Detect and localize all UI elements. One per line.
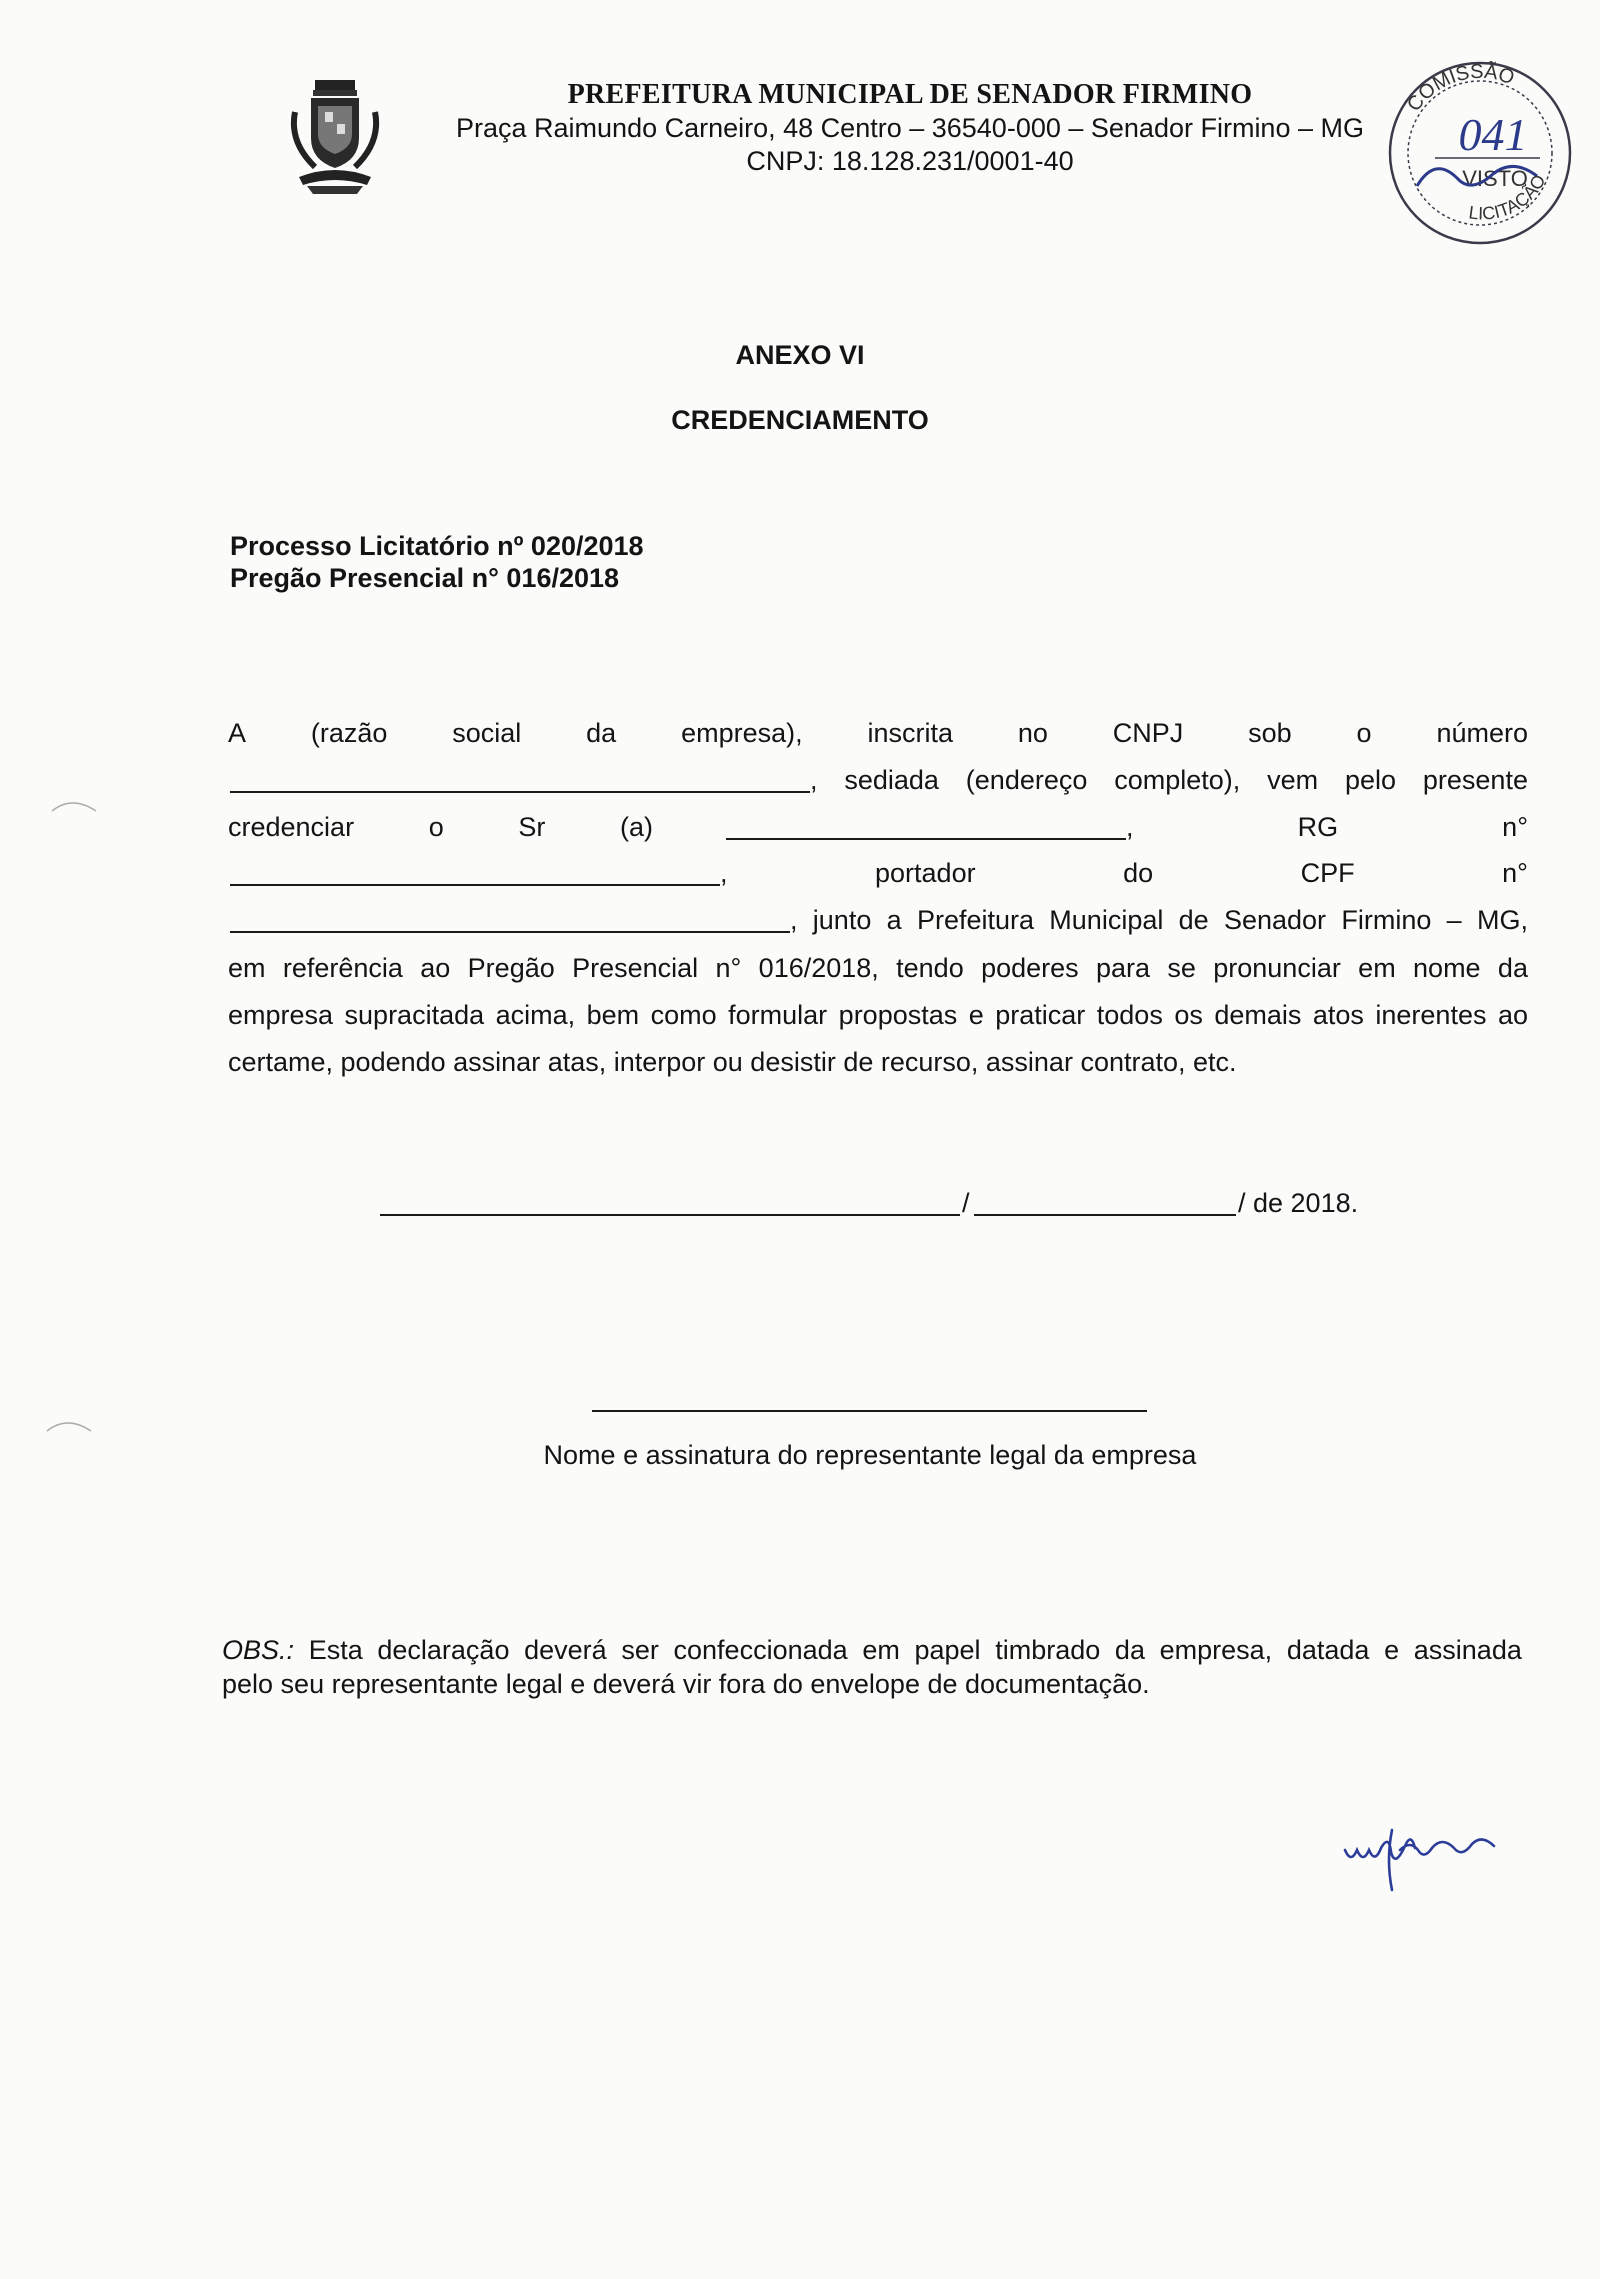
- paragraph-line-4: [228, 858, 1528, 898]
- word: Esta: [308, 1635, 363, 1665]
- word: formular: [728, 1000, 828, 1030]
- line-1-words: [228, 718, 1528, 749]
- word: sediada: [844, 765, 939, 795]
- word: sob: [1248, 718, 1292, 748]
- word: Sr: [518, 812, 546, 842]
- word: deverá: [524, 1635, 607, 1665]
- word: ao: [420, 953, 451, 983]
- stamp-top-text: COMISSÃO: [1402, 60, 1518, 116]
- signature-label: Nome e assinatura do representante legal da empresa: [543, 1440, 1197, 1470]
- word: número: [1436, 718, 1528, 748]
- word: ser: [621, 1635, 659, 1665]
- word: MG,: [1476, 905, 1528, 935]
- word: –: [1446, 905, 1462, 935]
- word: praticar: [995, 1000, 1086, 1030]
- process-number: Processo Licitatório nº 020/2018: [230, 531, 644, 561]
- word: supracitada: [344, 1000, 485, 1030]
- stamp-middle-text: VISTO: [1462, 166, 1528, 191]
- paragraph-line-2: [228, 765, 1528, 805]
- observation-note: [222, 1633, 1522, 1701]
- stamp-bottom-text: LICITAÇÃO: [1467, 171, 1550, 224]
- word: empresa,: [1159, 1635, 1273, 1665]
- institution-cnpj: CNPJ: 18.128.231/0001-40: [746, 146, 1074, 176]
- municipal-crest-icon: [285, 72, 385, 197]
- word: o: [428, 812, 444, 842]
- obs-label: OBS.:: [222, 1635, 295, 1665]
- word: pelo: [1345, 765, 1397, 795]
- institution-address: Praça Raimundo Carneiro, 48 Centro – 36540-000 – Senador Firmino – MG: [456, 113, 1364, 143]
- date-month-blank[interactable]: [974, 1214, 1236, 1216]
- word: papel: [914, 1635, 981, 1665]
- word: A: [228, 718, 247, 748]
- word: confeccionada: [673, 1635, 848, 1665]
- word: em: [862, 1635, 900, 1665]
- date-line: [380, 1188, 1360, 1228]
- line-3-rg: [1126, 812, 1528, 843]
- word: pronunciar: [1213, 953, 1341, 983]
- word: CPF: [1300, 858, 1355, 888]
- word: timbrado: [995, 1635, 1101, 1665]
- word: (a): [619, 812, 653, 842]
- word: inerentes: [1375, 1000, 1487, 1030]
- word: CNPJ: [1112, 718, 1184, 748]
- line-5-text: [790, 905, 1528, 936]
- word: ,: [720, 858, 728, 888]
- word: n°: [1502, 858, 1528, 888]
- word: poderes: [981, 953, 1079, 983]
- word: acima,: [495, 1000, 576, 1030]
- handwritten-initials: [1340, 1820, 1540, 1900]
- word: ,: [1126, 812, 1134, 842]
- representative-name-blank-field[interactable]: [726, 838, 1126, 840]
- word: bem: [586, 1000, 640, 1030]
- stamp-number: 041: [1458, 109, 1528, 160]
- word: presente: [1422, 765, 1528, 795]
- word: (razão: [310, 718, 388, 748]
- paragraph-line-8: [228, 1047, 1528, 1087]
- word: tendo: [896, 953, 964, 983]
- word: n°: [715, 953, 742, 983]
- svg-text:COMISSÃO: [1403, 59, 1517, 116]
- word: RG: [1297, 812, 1339, 842]
- word: em: [1358, 953, 1396, 983]
- line-2-text: [810, 765, 1528, 796]
- line-4-words: [720, 858, 1528, 889]
- word: completo),: [1114, 765, 1241, 795]
- word: demais: [1214, 1000, 1302, 1030]
- word: junto: [812, 905, 872, 935]
- word: inscrita: [867, 718, 953, 748]
- word: como: [650, 1000, 717, 1030]
- word: ,: [810, 765, 818, 795]
- word: social: [452, 718, 522, 748]
- word: e: [968, 1000, 984, 1030]
- word: assinada: [1413, 1635, 1522, 1665]
- line-3-words: [228, 812, 653, 843]
- word: os: [1174, 1000, 1203, 1030]
- word: se: [1167, 953, 1196, 983]
- date-city-day-blank[interactable]: [380, 1214, 960, 1216]
- paragraph-line-5: [228, 905, 1528, 945]
- word: propostas: [838, 1000, 958, 1030]
- word: no: [1017, 718, 1048, 748]
- word: da: [1114, 1635, 1145, 1665]
- word: 016/2018,: [758, 953, 879, 983]
- word: Senador: [1223, 905, 1327, 935]
- word: Prefeitura: [916, 905, 1035, 935]
- commission-stamp: [1375, 58, 1585, 248]
- word: ao: [1497, 1000, 1528, 1030]
- obs-line-2: pelo seu representante legal e deverá vir fora do envelope de documentação.: [222, 1669, 1150, 1699]
- word: portador: [875, 858, 976, 888]
- word: Presencial: [572, 953, 699, 983]
- cpf-blank-field[interactable]: [230, 931, 790, 933]
- rg-blank-field[interactable]: [230, 884, 720, 886]
- scan-mark: [50, 795, 98, 815]
- cnpj-blank-field[interactable]: [230, 791, 810, 793]
- date-separator: /: [962, 1188, 970, 1218]
- word: da: [1497, 953, 1528, 983]
- word: para: [1095, 953, 1151, 983]
- word: n°: [1502, 812, 1528, 842]
- paragraph-line-3: [228, 812, 1528, 852]
- word: credenciar: [228, 812, 355, 842]
- scan-mark: [45, 1415, 93, 1435]
- word: do: [1123, 858, 1154, 888]
- word: todos: [1096, 1000, 1163, 1030]
- word: de: [1178, 905, 1209, 935]
- word: e: [1384, 1635, 1400, 1665]
- word: Municipal: [1049, 905, 1164, 935]
- word: declaração: [377, 1635, 510, 1665]
- word: (endereço: [965, 765, 1088, 795]
- word: da: [586, 718, 617, 748]
- paragraph-line-1: [228, 718, 1528, 758]
- word: nome: [1413, 953, 1481, 983]
- auction-number: Pregão Presencial n° 016/2018: [230, 563, 620, 593]
- paragraph-line-6: [228, 953, 1528, 993]
- process-reference: [230, 530, 644, 594]
- signature-line[interactable]: [592, 1410, 1147, 1412]
- document-subject: CREDENCIAMENTO: [671, 405, 929, 435]
- word: empresa: [228, 1000, 334, 1030]
- line-7-text: [228, 1000, 1528, 1031]
- line-6-text: [228, 953, 1528, 984]
- word: em: [228, 953, 266, 983]
- word: ,: [790, 905, 798, 935]
- word: referência: [282, 953, 403, 983]
- paragraph-line-7: [228, 1000, 1528, 1040]
- word: atos: [1312, 1000, 1364, 1030]
- date-year: / de 2018.: [1238, 1188, 1359, 1218]
- line-8-text: certame, podendo assinar atas, interpor ou desistir de recurso, assinar contrato, etc.: [228, 1047, 1237, 1077]
- letterhead: [440, 78, 1380, 178]
- word: Pregão: [467, 953, 555, 983]
- word: Firmino: [1341, 905, 1432, 935]
- word: vem: [1267, 765, 1319, 795]
- word: empresa),: [681, 718, 803, 748]
- annex-title: ANEXO VI: [735, 340, 865, 370]
- word: datada: [1286, 1635, 1370, 1665]
- word: o: [1356, 718, 1372, 748]
- institution-name: PREFEITURA MUNICIPAL DE SENADOR FIRMINO: [567, 79, 1253, 110]
- word: a: [886, 905, 902, 935]
- obs-line-1: [222, 1633, 1522, 1667]
